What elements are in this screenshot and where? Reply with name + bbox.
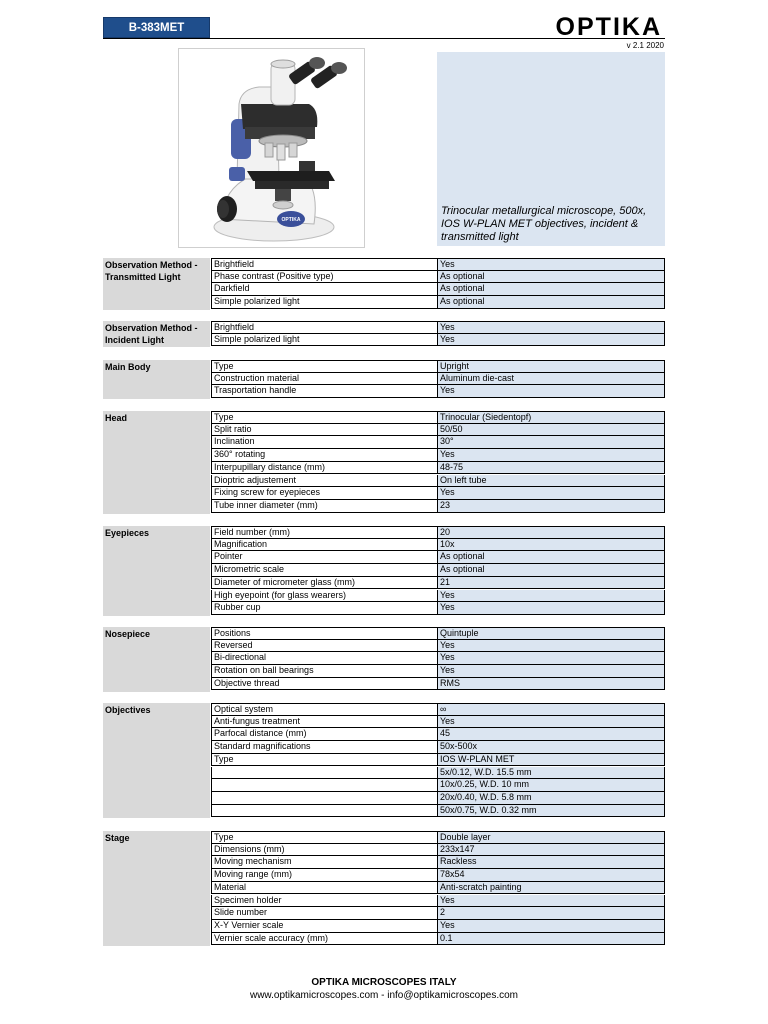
spec-property: Anti-fungus treatment <box>211 716 437 729</box>
group-label-bg <box>103 831 210 946</box>
spec-value: On left tube <box>437 475 665 488</box>
spec-value: As optional <box>437 283 665 296</box>
spec-property: Reversed <box>211 640 437 653</box>
spec-property: Parfocal distance (mm) <box>211 728 437 741</box>
spec-value: As optional <box>437 551 665 564</box>
spec-value: Trinocular (Siedentopf) <box>437 411 665 424</box>
spec-property: X-Y Vernier scale <box>211 920 437 933</box>
footer-contact: www.optikamicroscopes.com - info@optikamicroscopes.com <box>249 990 519 1001</box>
spec-property: Moving range (mm) <box>211 869 437 882</box>
spec-value: As optional <box>437 296 665 309</box>
spec-property: Type <box>211 831 437 844</box>
spec-property <box>211 779 437 792</box>
spec-value: Yes <box>437 652 665 665</box>
spec-value: 10x <box>437 539 665 552</box>
group-label: Stage <box>105 833 130 843</box>
spec-property: Brightfield <box>211 258 437 271</box>
spec-property <box>211 805 437 818</box>
spec-value: 21 <box>437 577 665 590</box>
brand-logo: OPTIKA <box>555 13 662 41</box>
spec-property: Rotation on ball bearings <box>211 665 437 678</box>
spec-value: 2 <box>437 907 665 920</box>
spec-value: 0.1 <box>437 933 665 946</box>
spec-property: Darkfield <box>211 283 437 296</box>
product-description: Trinocular metallurgical microscope, 500x, IOS W-PLAN MET objectives, incident & transmitted light <box>441 205 647 243</box>
spec-value: 10x/0.25, W.D. 10 mm <box>437 779 665 792</box>
spec-value: Anti-scratch painting <box>437 882 665 895</box>
spec-property: Dimensions (mm) <box>211 844 437 857</box>
spec-value: Yes <box>437 602 665 615</box>
spec-value: As optional <box>437 271 665 284</box>
spec-property: Type <box>211 754 437 767</box>
spec-property: Tube inner diameter (mm) <box>211 500 437 513</box>
spec-property: Material <box>211 882 437 895</box>
spec-property: Rubber cup <box>211 602 437 615</box>
spec-property: Objective thread <box>211 678 437 691</box>
spec-property: Slide number <box>211 907 437 920</box>
spec-property: Magnification <box>211 539 437 552</box>
group-label: Eyepieces <box>105 528 150 538</box>
spec-value: As optional <box>437 564 665 577</box>
spec-value: Aluminum die-cast <box>437 373 665 386</box>
spec-value: ∞ <box>437 703 665 716</box>
group-label: Nosepiece <box>105 629 151 639</box>
spec-property: Micrometric scale <box>211 564 437 577</box>
spec-value: Yes <box>437 385 665 398</box>
spec-value: 5x/0.12, W.D. 15.5 mm <box>437 767 665 780</box>
spec-value: 30° <box>437 436 665 449</box>
spec-value: RMS <box>437 678 665 691</box>
spec-value: Yes <box>437 334 665 347</box>
spec-property: Standard magnifications <box>211 741 437 754</box>
spec-value: 50/50 <box>437 424 665 437</box>
group-label-bg <box>103 411 210 514</box>
spec-property: Dioptric adjustement <box>211 475 437 488</box>
group-label: Observation Method - Incident Light <box>105 323 198 345</box>
version-label: v 2.1 2020 <box>626 41 664 50</box>
group-label: Observation Method - Transmitted Light <box>105 260 198 282</box>
spec-property: Phase contrast (Positive type) <box>211 271 437 284</box>
spec-value: Double layer <box>437 831 665 844</box>
group-label: Head <box>105 413 128 423</box>
spec-property: Vernier scale accuracy (mm) <box>211 933 437 946</box>
spec-property: Type <box>211 360 437 373</box>
spec-value: Yes <box>437 449 665 462</box>
group-label: Main Body <box>105 362 151 372</box>
spec-value: 45 <box>437 728 665 741</box>
spec-property: Specimen holder <box>211 895 437 908</box>
spec-value: Yes <box>437 716 665 729</box>
spec-property: 360° rotating <box>211 449 437 462</box>
spec-property: Fixing screw for eyepieces <box>211 487 437 500</box>
spec-property: Diameter of micrometer glass (mm) <box>211 577 437 590</box>
spec-value: Quintuple <box>437 627 665 640</box>
spec-property <box>211 792 437 805</box>
spec-value: Yes <box>437 640 665 653</box>
spec-property: High eyepoint (for glass wearers) <box>211 590 437 603</box>
spec-value: 20 <box>437 526 665 539</box>
spec-value: Yes <box>437 258 665 271</box>
spec-property: Moving mechanism <box>211 856 437 869</box>
spec-property: Type <box>211 411 437 424</box>
spec-value: 78x54 <box>437 869 665 882</box>
spec-property: Simple polarized light <box>211 296 437 309</box>
spec-property: Pointer <box>211 551 437 564</box>
spec-property: Split ratio <box>211 424 437 437</box>
spec-value: IOS W-PLAN MET <box>437 754 665 767</box>
badge-text: OPTIKA <box>281 217 301 223</box>
spec-value: Yes <box>437 920 665 933</box>
spec-property: Brightfield <box>211 321 437 334</box>
group-label: Objectives <box>105 705 151 715</box>
spec-property: Field number (mm) <box>211 526 437 539</box>
spec-value: Yes <box>437 487 665 500</box>
spec-property: Inclination <box>211 436 437 449</box>
spec-property: Optical system <box>211 703 437 716</box>
spec-value: Yes <box>437 590 665 603</box>
spec-property <box>211 767 437 780</box>
spec-value: 23 <box>437 500 665 513</box>
spec-value: 50x/0.75, W.D. 0.32 mm <box>437 805 665 818</box>
group-label-bg <box>103 703 210 818</box>
spec-property: Construction material <box>211 373 437 386</box>
model-tag: B-383MET <box>103 17 210 38</box>
spec-value: 48-75 <box>437 462 665 475</box>
group-label-bg <box>103 526 210 616</box>
spec-value: Yes <box>437 321 665 334</box>
spec-property: Interpupillary distance (mm) <box>211 462 437 475</box>
spec-value: 50x-500x <box>437 741 665 754</box>
spec-property: Positions <box>211 627 437 640</box>
spec-value: Yes <box>437 895 665 908</box>
footer-company: OPTIKA MICROSCOPES ITALY <box>311 977 457 988</box>
spec-value: 20x/0.40, W.D. 5.8 mm <box>437 792 665 805</box>
spec-value: 233x147 <box>437 844 665 857</box>
spec-property: Simple polarized light <box>211 334 437 347</box>
spec-value: Rackless <box>437 856 665 869</box>
spec-property: Trasportation handle <box>211 385 437 398</box>
spec-value: Yes <box>437 665 665 678</box>
spec-value: Upright <box>437 360 665 373</box>
spec-property: Bi-directional <box>211 652 437 665</box>
